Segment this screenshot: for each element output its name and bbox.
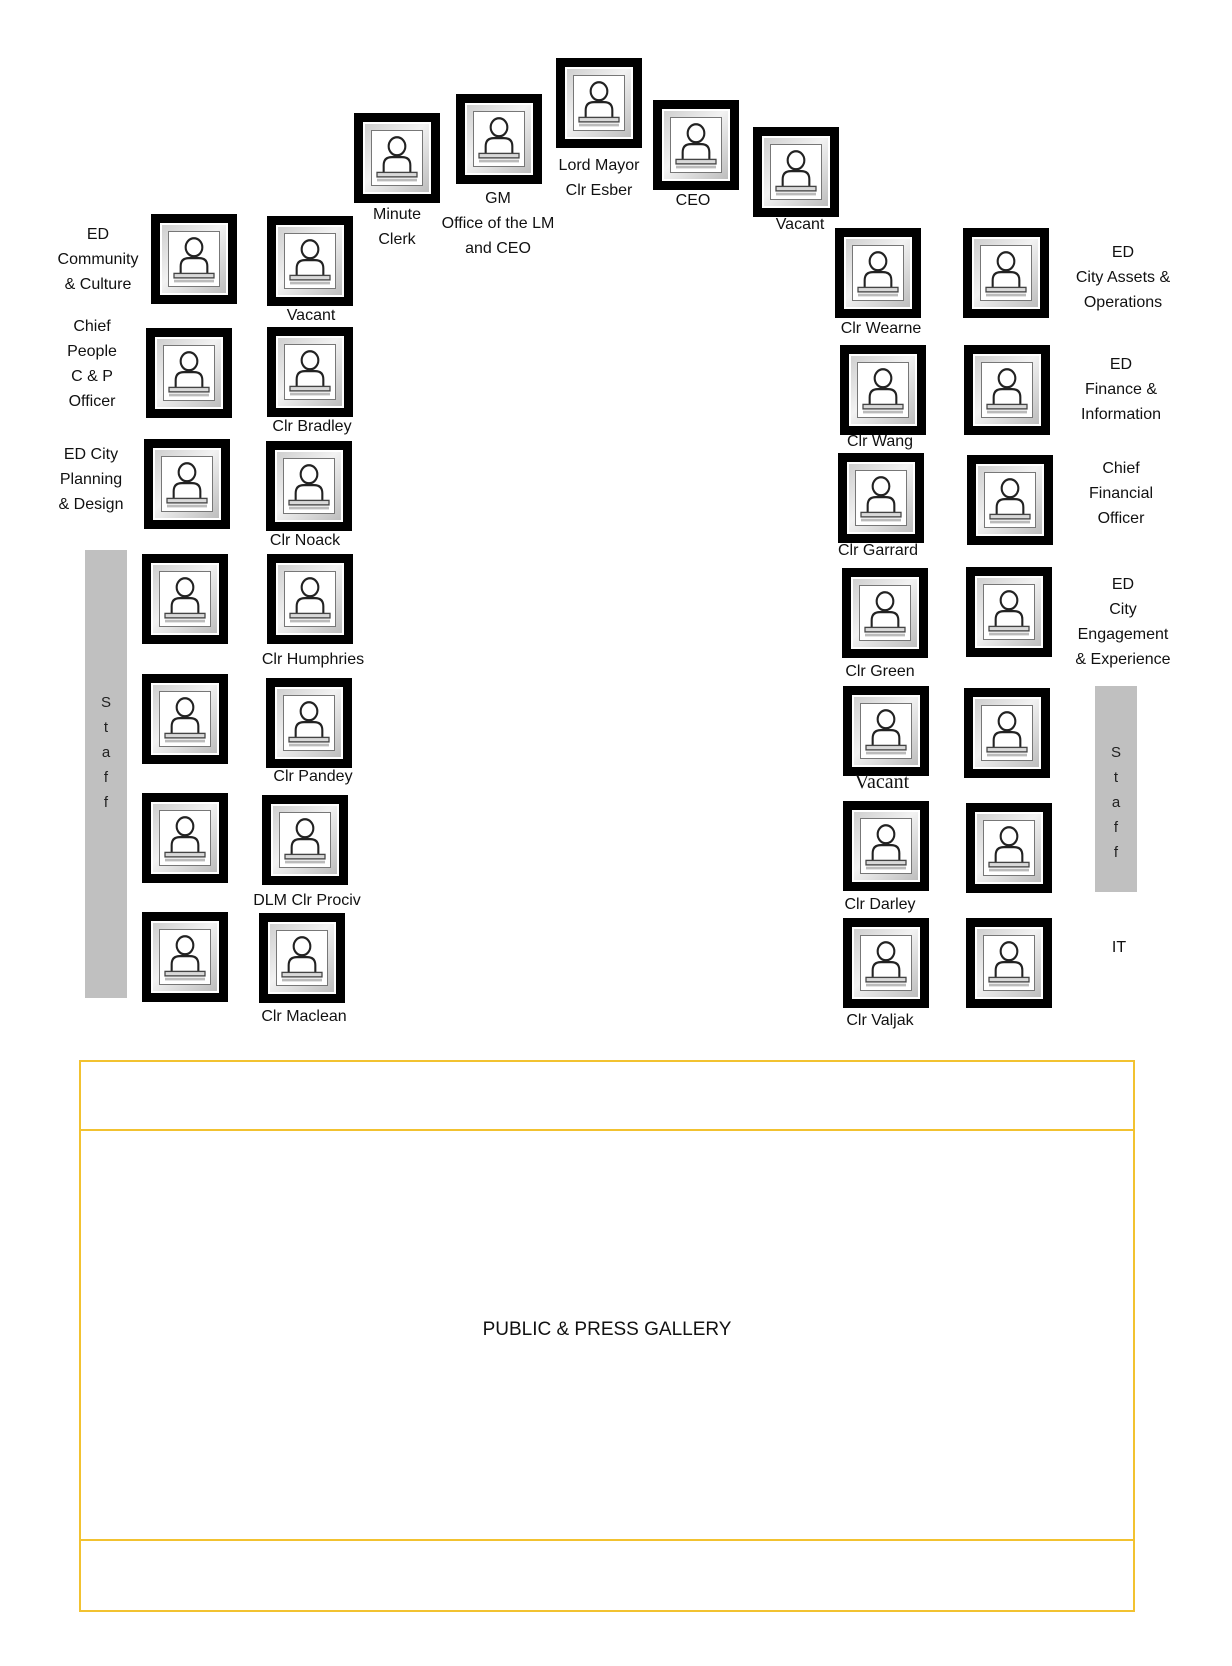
seat-lord-mayor [556, 58, 642, 148]
seat-clr-maclean [259, 913, 345, 1003]
seat-label-line: Clr Esber [565, 182, 633, 199]
seat-label-line: Clr Valjak [846, 1012, 914, 1029]
person-icon [280, 813, 330, 867]
gallery-top-divider [81, 1129, 1133, 1131]
seat-vacant-left [267, 216, 353, 306]
seat-label-line: Office of the LM [441, 215, 555, 232]
seat-label-line: Officer [68, 393, 116, 410]
staff-letter: a [1111, 794, 1121, 811]
person-icon [160, 572, 210, 626]
seat-ed-city-assets [963, 228, 1049, 318]
seat-staff-left-2 [142, 674, 228, 764]
seat-label-chief-financial [1089, 456, 1153, 531]
seat-label-line: Clerk [378, 231, 416, 248]
seat-label-line: Engagement [1077, 626, 1169, 643]
staff-letter: t [1113, 769, 1119, 786]
seat-label-line: ED [86, 226, 110, 243]
seat-label-vacant-right [855, 770, 909, 795]
seat-label-line: ED [1111, 576, 1135, 593]
seat-label-chief-people [67, 314, 117, 414]
seat-label-ceo [676, 188, 711, 213]
seat-clr-garrard [838, 453, 924, 543]
person-icon [164, 346, 214, 400]
person-icon [285, 234, 335, 288]
person-icon [861, 704, 911, 758]
seat-label-line: Clr Bradley [272, 418, 352, 435]
seat-label-line: Vacant [775, 216, 825, 233]
seat-label-line: Clr Humphries [261, 651, 365, 668]
seat-label-line: City Assets & [1075, 269, 1171, 286]
seat-label-clr-green [845, 659, 914, 684]
seat-label-line: Minute [372, 206, 422, 223]
seat-label-ed-community [58, 222, 139, 297]
seat-label-ed-city-planning [59, 442, 124, 517]
seat-label-clr-valjak [846, 1008, 913, 1033]
seat-label-line: Vacant [286, 307, 336, 324]
seat-clr-pandey [266, 678, 352, 768]
seat-label-line: Chief [1102, 460, 1140, 477]
seat-clr-green [842, 568, 928, 658]
person-icon [982, 363, 1032, 417]
person-icon [981, 246, 1031, 300]
seat-label-line: Officer [1097, 510, 1145, 527]
seat-clr-wang [840, 345, 926, 435]
staff-letter: f [103, 769, 109, 786]
person-icon [860, 586, 910, 640]
seat-label-line: IT [1111, 939, 1127, 956]
seat-staff-left-3 [142, 793, 228, 883]
seat-label-line: ED [1109, 356, 1133, 373]
seat-label-line: Clr Wang [846, 433, 914, 450]
person-icon [574, 76, 624, 130]
person-icon [861, 819, 911, 873]
person-icon [285, 345, 335, 399]
staff-letter: t [103, 719, 109, 736]
seat-staff-right-2 [966, 803, 1052, 893]
seat-staff-right-1 [964, 688, 1050, 778]
seat-label-line: & Experience [1075, 651, 1171, 668]
seat-label-vacant-top [776, 212, 825, 237]
person-icon [474, 112, 524, 166]
person-icon [984, 821, 1034, 875]
person-icon [169, 232, 219, 286]
seat-label-clr-pandey [273, 764, 352, 789]
seat-dlm-clr-prociv [262, 795, 348, 885]
seat-label-clr-wearne [841, 316, 922, 341]
person-icon [853, 246, 903, 300]
seat-label-dlm-clr-prociv [253, 888, 361, 913]
person-icon [284, 696, 334, 750]
seat-label-line: Operations [1083, 294, 1163, 311]
seat-staff-left-4 [142, 912, 228, 1002]
seat-label-clr-wang [847, 429, 913, 454]
person-icon [160, 930, 210, 984]
seat-gm [456, 94, 542, 184]
staff-letter: a [101, 744, 111, 761]
seat-ed-community [151, 214, 237, 304]
seat-label-minute-clerk [373, 202, 421, 252]
person-icon [858, 363, 908, 417]
seat-label-line: Planning [59, 471, 123, 488]
gallery-title: PUBLIC & PRESS GALLERY [482, 1319, 732, 1340]
person-icon [160, 692, 210, 746]
gallery-bottom-divider [81, 1539, 1133, 1541]
staff-letter: f [1113, 819, 1119, 836]
seat-label-line: ED City [63, 446, 119, 463]
seat-vacant-right [843, 686, 929, 776]
seat-clr-humphries [267, 554, 353, 644]
seat-clr-noack [266, 441, 352, 531]
seat-minute-clerk [354, 113, 440, 203]
seat-label-line: Finance & [1084, 381, 1158, 398]
seat-label-line: Clr Noack [269, 532, 341, 549]
seat-ed-finance [964, 345, 1050, 435]
person-icon [372, 131, 422, 185]
seat-label-line: & Design [58, 496, 124, 513]
seat-label-clr-noack [270, 528, 340, 553]
seat-staff-left-1 [142, 554, 228, 644]
seat-label-line: Clr Green [845, 663, 915, 680]
seat-label-ed-city-engagement [1075, 572, 1170, 672]
seat-ed-city-planning [144, 439, 230, 529]
seat-label-line: DLM Clr Prociv [253, 892, 361, 909]
seat-label-line: & Culture [64, 276, 132, 293]
person-icon [861, 936, 911, 990]
seat-vacant-top [753, 127, 839, 217]
seat-label-clr-humphries [262, 647, 364, 672]
seat-label-line: Chief [73, 318, 111, 335]
seat-label-line: Community [57, 251, 139, 268]
seat-label-line: People [67, 343, 117, 360]
person-icon [984, 936, 1034, 990]
seat-label-clr-maclean [261, 1004, 346, 1029]
seat-ceo [653, 100, 739, 190]
seat-clr-bradley [267, 327, 353, 417]
seat-label-it-seat [1112, 935, 1126, 960]
seat-label-gm [442, 186, 555, 261]
seat-label-line: CEO [675, 192, 711, 209]
seat-label-clr-darley [844, 892, 915, 917]
seat-chief-people [146, 328, 232, 418]
seat-clr-valjak [843, 918, 929, 1008]
seat-label-clr-garrard [838, 538, 918, 563]
seat-label-line: City [1109, 601, 1137, 618]
staff-letter: S [100, 694, 111, 711]
seat-label-line: Clr Garrard [837, 542, 919, 559]
seat-clr-darley [843, 801, 929, 891]
person-icon [982, 706, 1032, 760]
seat-label-line: Information [1080, 406, 1162, 423]
seat-label-line: Clr Darley [844, 896, 916, 913]
staff-bar-left [85, 550, 127, 998]
staff-letter: f [1113, 844, 1119, 861]
person-icon [984, 585, 1034, 639]
seat-label-line: and CEO [465, 240, 531, 257]
seat-label-ed-city-assets [1076, 240, 1170, 315]
person-icon [985, 473, 1035, 527]
staff-letter: S [1110, 744, 1121, 761]
seat-label-ed-finance [1081, 352, 1161, 427]
seat-chief-financial [967, 455, 1053, 545]
staff-bar-right [1095, 686, 1137, 892]
seat-it-seat [966, 918, 1052, 1008]
seat-label-line: GM [485, 190, 511, 207]
seat-label-line: Clr Pandey [273, 768, 353, 785]
seat-label-line: C & P [71, 368, 113, 385]
public-press-gallery [79, 1060, 1135, 1612]
seat-label-line: Vacant [854, 771, 910, 793]
seat-label-line: ED [1111, 244, 1135, 261]
seat-label-line: Clr Maclean [261, 1008, 347, 1025]
seat-label-lord-mayor [559, 153, 640, 203]
seat-clr-wearne [835, 228, 921, 318]
person-icon [856, 471, 906, 525]
person-icon [160, 811, 210, 865]
seat-label-line: Lord Mayor [558, 157, 640, 174]
seat-label-line: Clr Wearne [840, 320, 922, 337]
seat-label-clr-bradley [272, 414, 351, 439]
seat-label-line: Financial [1088, 485, 1154, 502]
staff-letter: f [103, 794, 109, 811]
person-icon [285, 572, 335, 626]
person-icon [277, 931, 327, 985]
person-icon [671, 118, 721, 172]
person-icon [284, 459, 334, 513]
person-icon [162, 457, 212, 511]
seat-ed-city-engagement [966, 567, 1052, 657]
seat-label-vacant-left [287, 303, 336, 328]
person-icon [771, 145, 821, 199]
